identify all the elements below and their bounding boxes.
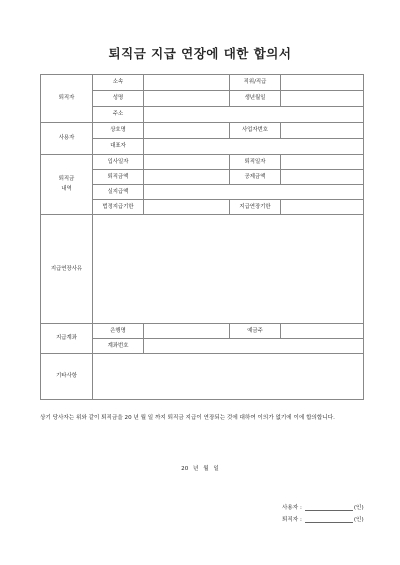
agreement-paragraph: 상기 당사자는 위와 같이 퇴직금을 20 년 월 일 까지 퇴직금 지급이 연장되는 것에 대하여 이의가 없기에 이에 합의합니다. xyxy=(40,415,335,421)
retiree-signature-line[interactable] xyxy=(305,516,353,523)
group-retirement-details: 퇴직금 내역 xyxy=(41,155,93,215)
label-address: 주소 xyxy=(93,107,144,123)
label-actual-payment: 실지급액 xyxy=(93,185,144,200)
value-address[interactable] xyxy=(144,107,364,123)
label-name: 성명 xyxy=(93,91,144,107)
employer-seal-mark: (인) xyxy=(353,505,364,511)
label-account-holder: 예금주 xyxy=(230,324,281,339)
value-actual-payment[interactable] xyxy=(144,185,364,200)
value-representative[interactable] xyxy=(144,139,364,155)
label-bank-name: 은행명 xyxy=(93,324,144,339)
group-other: 기타사항 xyxy=(41,354,93,400)
value-extended-deadline[interactable] xyxy=(281,200,364,215)
date-line: 20 년 월 일 xyxy=(181,466,219,472)
label-representative: 대표자 xyxy=(93,139,144,155)
value-hire-date[interactable] xyxy=(144,155,230,170)
label-extended-deadline: 지급연장기한 xyxy=(230,200,281,215)
label-affiliation: 소속 xyxy=(93,75,144,91)
value-legal-deadline[interactable] xyxy=(144,200,230,215)
label-legal-deadline: 법정지급기한 xyxy=(93,200,144,215)
agreement-form-table xyxy=(40,74,364,400)
value-affiliation[interactable] xyxy=(144,75,230,91)
value-name[interactable] xyxy=(144,91,230,107)
label-position-grade: 직위/직급 xyxy=(230,75,281,91)
retiree-signature-row xyxy=(282,515,364,523)
document-title: 퇴직금 지급 연장에 대한 합의서 xyxy=(108,46,292,61)
group-reason: 지급연장사유 xyxy=(41,215,93,324)
value-deduction-amount[interactable] xyxy=(281,170,364,185)
label-hire-date: 입사일자 xyxy=(93,155,144,170)
group-employer: 사용자 xyxy=(41,123,93,155)
employer-signature-row xyxy=(282,503,364,511)
value-retire-date[interactable] xyxy=(281,155,364,170)
value-account-holder[interactable] xyxy=(281,324,364,339)
value-reason[interactable] xyxy=(93,215,364,324)
label-retirement-amount: 퇴직금액 xyxy=(93,170,144,185)
retiree-seal-mark: (인) xyxy=(353,517,364,523)
label-account-number: 계좌번호 xyxy=(93,339,144,354)
label-birth-date: 생년월일 xyxy=(230,91,281,107)
value-business-no[interactable] xyxy=(281,123,364,139)
group-retiree: 퇴직자 xyxy=(41,75,93,123)
retiree-signature-label: 퇴직자 : xyxy=(282,517,302,523)
employer-signature-line[interactable] xyxy=(305,504,353,511)
employer-signature-label: 사용자 : xyxy=(282,505,302,511)
label-deduction-amount: 공제금액 xyxy=(230,170,281,185)
value-position-grade[interactable] xyxy=(281,75,364,91)
label-company-name: 상호명 xyxy=(93,123,144,139)
value-account-number[interactable] xyxy=(144,339,364,354)
value-birth-date[interactable] xyxy=(281,91,364,107)
value-bank-name[interactable] xyxy=(144,324,230,339)
value-retirement-amount[interactable] xyxy=(144,170,230,185)
value-company-name[interactable] xyxy=(144,123,230,139)
group-payment-account: 지급계좌 xyxy=(41,324,93,354)
label-retire-date: 퇴직일자 xyxy=(230,155,281,170)
label-business-no: 사업자번호 xyxy=(230,123,281,139)
value-other[interactable] xyxy=(93,354,364,400)
